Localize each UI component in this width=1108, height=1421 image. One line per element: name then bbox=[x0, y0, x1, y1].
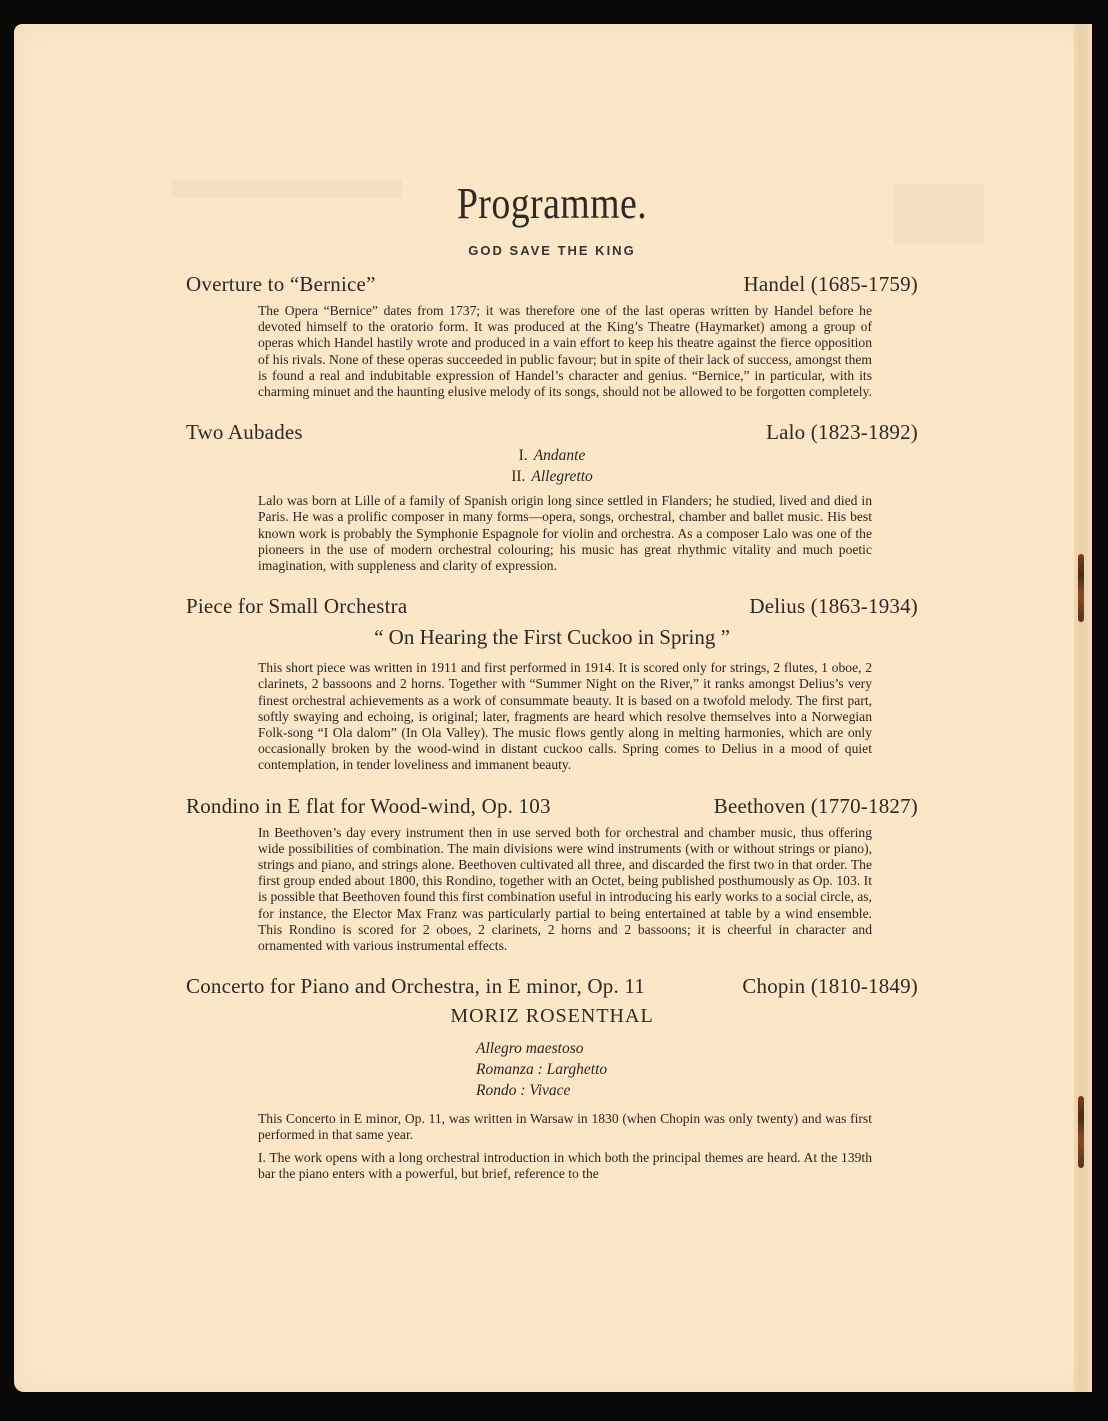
programme-content bbox=[186, 160, 918, 1202]
movement-item: Allegro maestoso bbox=[476, 1040, 584, 1058]
work-heading bbox=[186, 272, 918, 297]
work-heading bbox=[186, 594, 918, 619]
work-lalo bbox=[186, 420, 918, 574]
work-composer: Chopin (1810-1849) bbox=[742, 974, 918, 999]
work-title: Piece for Small Orchestra bbox=[186, 594, 408, 619]
staple-top bbox=[1078, 554, 1084, 622]
movement-item: Rondo : Vivace bbox=[476, 1082, 571, 1100]
work-heading bbox=[186, 420, 918, 445]
work-heading bbox=[186, 974, 918, 999]
work-delius bbox=[186, 594, 918, 773]
work-description: This short piece was written in 1911 and first performed in 1914. It is scored only for strings, 2 flutes, 1 oboe, 2 clarinets, 2 bassoons and 2 horns. Together with “Summer Night on the River,” it ranks amongst Delius’s very finest orchestral achievements as a work of consummate beauty. It is based on a twofold melody. The first part, softly swaying and echoing, is original; later, fragments are heard which resolve themselves into a Norwegian Folk-song “I Ola dalom” (In Ola Valley). The music flows gently along in melting harmonies, which are only occasionally broken by the wood-wind in distant cuckoo calls. Spring comes to Delius in a mood of quiet contemplation, in tender loveliness and immanent beauty. bbox=[258, 660, 872, 773]
movement-number: I. bbox=[518, 447, 528, 465]
work-description: This Concerto in E minor, Op. 11, was written in Warsaw in 1830 (when Chopin was only twenty) and was first performed in that same year. bbox=[258, 1111, 872, 1143]
work-composer: Lalo (1823-1892) bbox=[766, 420, 918, 445]
work-description: In Beethoven’s day every instrument then in use served both for orchestral and chamber music, thus offering wide possibilities of combination. The main divisions were wind instruments (with or without strings or piano), strings and piano, and strings alone. Beethoven cultivated all three, and discarded the first two in that order. The first group ended about 1800, this Rondino, together with an Octet, being published posthumously as Op. 103. It is possible that Beethoven found this first combination useful in introducing his early works to a social circle, as, for instance, the Elector Max Franz was particularly partial to being entertained at table by a wind ensemble. This Rondino is scored for 2 oboes, 2 clarinets, 2 horns and 2 bassoons; it is cheerful in character and ornamented with various instrumental effects. bbox=[258, 824, 872, 954]
page-spine bbox=[1074, 24, 1092, 1392]
work-composer: Delius (1863-1934) bbox=[749, 594, 918, 619]
work-title: Two Aubades bbox=[186, 420, 303, 445]
movement-item bbox=[186, 445, 918, 466]
movement-item bbox=[186, 466, 918, 487]
work-composer: Handel (1685-1759) bbox=[743, 272, 918, 296]
work-heading bbox=[186, 794, 918, 819]
movement-name: Allegretto bbox=[531, 468, 593, 486]
work-subtitle: “ On Hearing the First Cuckoo in Spring ” bbox=[374, 625, 730, 650]
movement-item: Romanza : Larghetto bbox=[476, 1061, 608, 1079]
page-title: Programme. bbox=[456, 179, 648, 228]
movement-name: Andante bbox=[533, 447, 586, 465]
soloist-name: MORIZ ROSENTHAL bbox=[450, 1005, 654, 1028]
movement-number: II. bbox=[511, 468, 526, 486]
work-title: Concerto for Piano and Orchestra, in E minor, Op. 11 bbox=[186, 974, 646, 999]
anthem-heading: GOD SAVE THE KING bbox=[468, 243, 636, 258]
work-description: Lalo was born at Lille of a family of Spanish origin long since settled in Flanders; he studied, lived and died in Paris. He was a prolific composer in many forms—opera, songs, orchestral, chamber and ballet music. His best known work is probably the Symphonie Espagnole for violin and orchestra. As a composer Lalo was one of the pioneers in the use of modern orchestral colouring; his music has great rhythmic vitality and much poetic imagination, with suppleness and clarity of expression. bbox=[258, 493, 872, 574]
work-composer: Beethoven (1770-1827) bbox=[713, 793, 918, 818]
movement-list bbox=[186, 1038, 918, 1101]
work-title: Rondino in E flat for Wood-wind, Op. 103 bbox=[186, 793, 551, 818]
work-beethoven bbox=[186, 794, 918, 955]
movement-list bbox=[186, 445, 918, 487]
work-chopin bbox=[186, 974, 918, 1182]
work-handel bbox=[186, 272, 918, 400]
staple-bottom bbox=[1078, 1096, 1084, 1168]
work-description: I. The work opens with a long orchestral introduction in which both the principal themes are heard. At the 139th bar the piano enters with a powerful, but brief, reference to the bbox=[258, 1149, 872, 1181]
work-description: The Opera “Bernice” dates from 1737; it was therefore one of the last operas written by Handel before he devoted himself to the oratorio form. It was produced at the King’s Theatre (Haymarket) among a group of operas which Handel hastily wrote and produced in a vain effort to keep his theatre against the fierce opposition of his rivals. None of these operas succeeded in public favour; but in spite of their lack of success, amongst them is found a real and indubitable expression of Handel’s character and genius. “Bernice,” in particular, with its charming minuet and the haunting elusive melody of its songs, should not be allowed to be forgotten completely. bbox=[258, 303, 872, 400]
work-title: Overture to “Bernice” bbox=[186, 272, 376, 296]
